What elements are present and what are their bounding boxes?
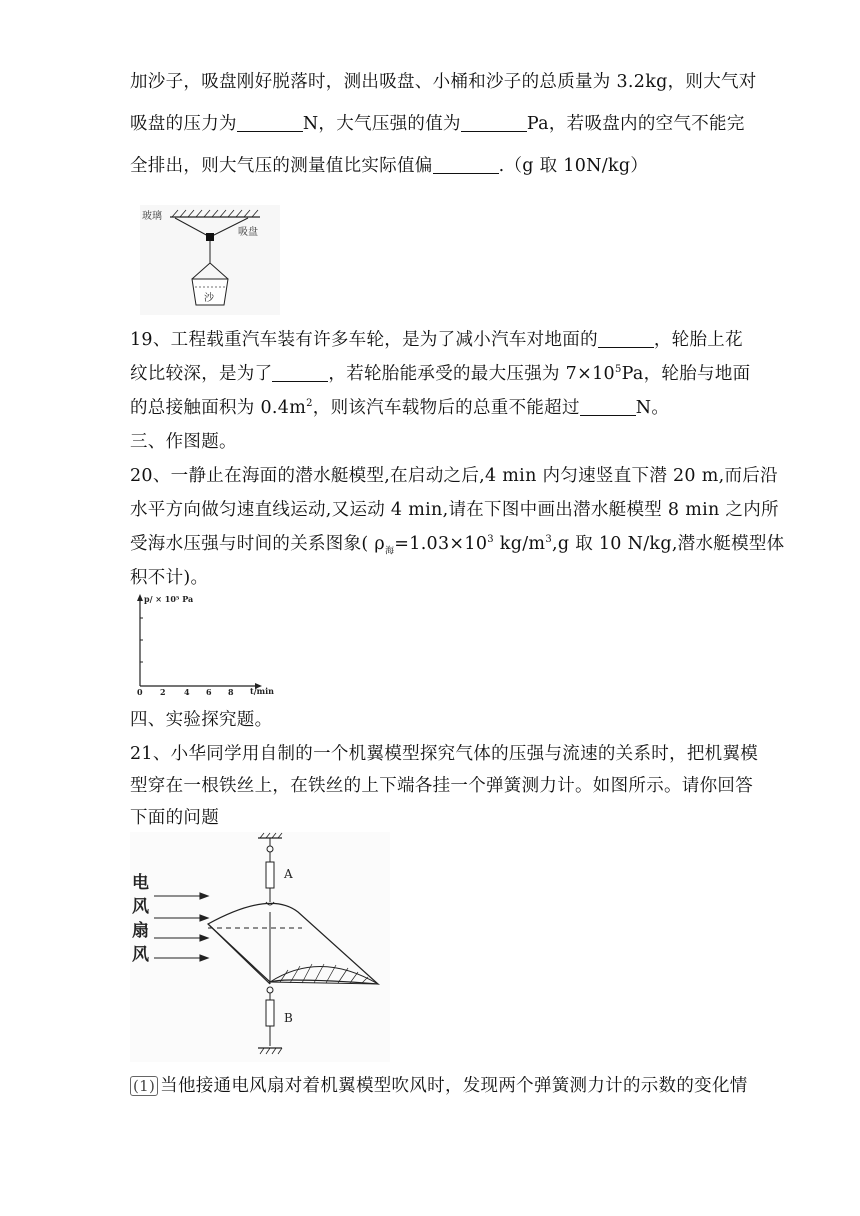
q21-line-1: 21、小华同学用自制的一个机翼模型探究气体的压强与流速的关系时，把机翼模 [130, 744, 759, 764]
y-axis-label: p/ × 10⁵ Pa [144, 594, 194, 604]
fan-label-char: 扇 [132, 921, 149, 941]
suction-cup-label: 吸盘 [238, 227, 258, 238]
answer-blank[interactable] [272, 364, 328, 383]
fan-label-char: 电 [132, 873, 149, 893]
fan-label-char: 风 [132, 945, 149, 965]
q19-line-2: 纹比较深，是为了 ，若轮胎能承受的最大压强为 $7\times 10^5Pa$，轮胎与地面 [130, 364, 751, 384]
q19-line-3: 的总接触面积为 $0.4m^2$，则该汽车载物后的总重不能超过 N。 [130, 398, 670, 418]
q21-sub-1: (1) 当他接通电风扇对着机翼模型吹风时，发现两个弹簧测力计的示数的变化情 [130, 1072, 748, 1097]
section-4-heading: 四、实验探究题。 [130, 710, 273, 730]
q18-line-2: 吸盘的压力为 N，大气压强的值为 Pa，若吸盘内的空气不能完 [130, 114, 745, 134]
x-axis-label: t/min [250, 686, 274, 696]
tick-label: 0 [137, 687, 143, 697]
fan-label-char: 风 [132, 897, 149, 917]
sand-label: 沙 [204, 293, 214, 304]
q20-line-2: 水平方向做匀速直线运动,又运动 4 min,请在下图中画出潜水艇模型 8 min 之内所 [130, 500, 779, 520]
tick-label: 6 [206, 687, 212, 697]
q20-line-1: 20、一静止在海面的潜水艇模型,在启动之后,4 min 内匀速竖直下潜 20 m,而后沿 [130, 466, 778, 486]
spring-a-label: A [284, 867, 293, 881]
spring-b-label: B [284, 1011, 293, 1025]
suction-cup-figure [140, 205, 280, 315]
tick-label: 8 [228, 687, 234, 697]
tick-label: 2 [160, 687, 166, 697]
q19-line-1: 19、工程载重汽车装有许多车轮，是为了减小汽车对地面的 ，轮胎上花 [130, 330, 743, 350]
pressure-time-graph[interactable] [128, 590, 278, 700]
answer-blank[interactable] [580, 398, 636, 417]
answer-blank[interactable] [461, 114, 527, 133]
q21-line-2: 型穿在一根铁丝上，在铁丝的上下端各挂一个弹簧测力计。如图所示。请你回答 [130, 776, 753, 796]
q21-line-3: 下面的问题 [130, 808, 219, 828]
answer-blank[interactable] [237, 114, 303, 133]
section-3-heading: 三、作图题。 [130, 432, 237, 452]
tick-label: 4 [184, 687, 190, 697]
q18-line-1: 加沙子，吸盘刚好脱落时，测出吸盘、小桶和沙子的总质量为 3.2kg，则大气对 [130, 72, 757, 92]
q20-line-4: 积不计)。 [130, 568, 209, 588]
q20-line-3: 受海水压强与时间的关系图象( $\rho_海=1.03\times 10^3$ $kg/m^3,g$ 取 10 N/kg,潜水艇模型体 [130, 534, 785, 557]
sub-question-number: (1) [130, 1076, 158, 1096]
answer-blank[interactable] [433, 156, 499, 175]
q18-line-3: 全排出，则大气压的测量值比实际值偏 .（g 取 10N/kg） [130, 156, 649, 176]
glass-label: 玻璃 [142, 211, 162, 222]
wing-model-figure [130, 832, 390, 1062]
answer-blank[interactable] [598, 330, 654, 349]
